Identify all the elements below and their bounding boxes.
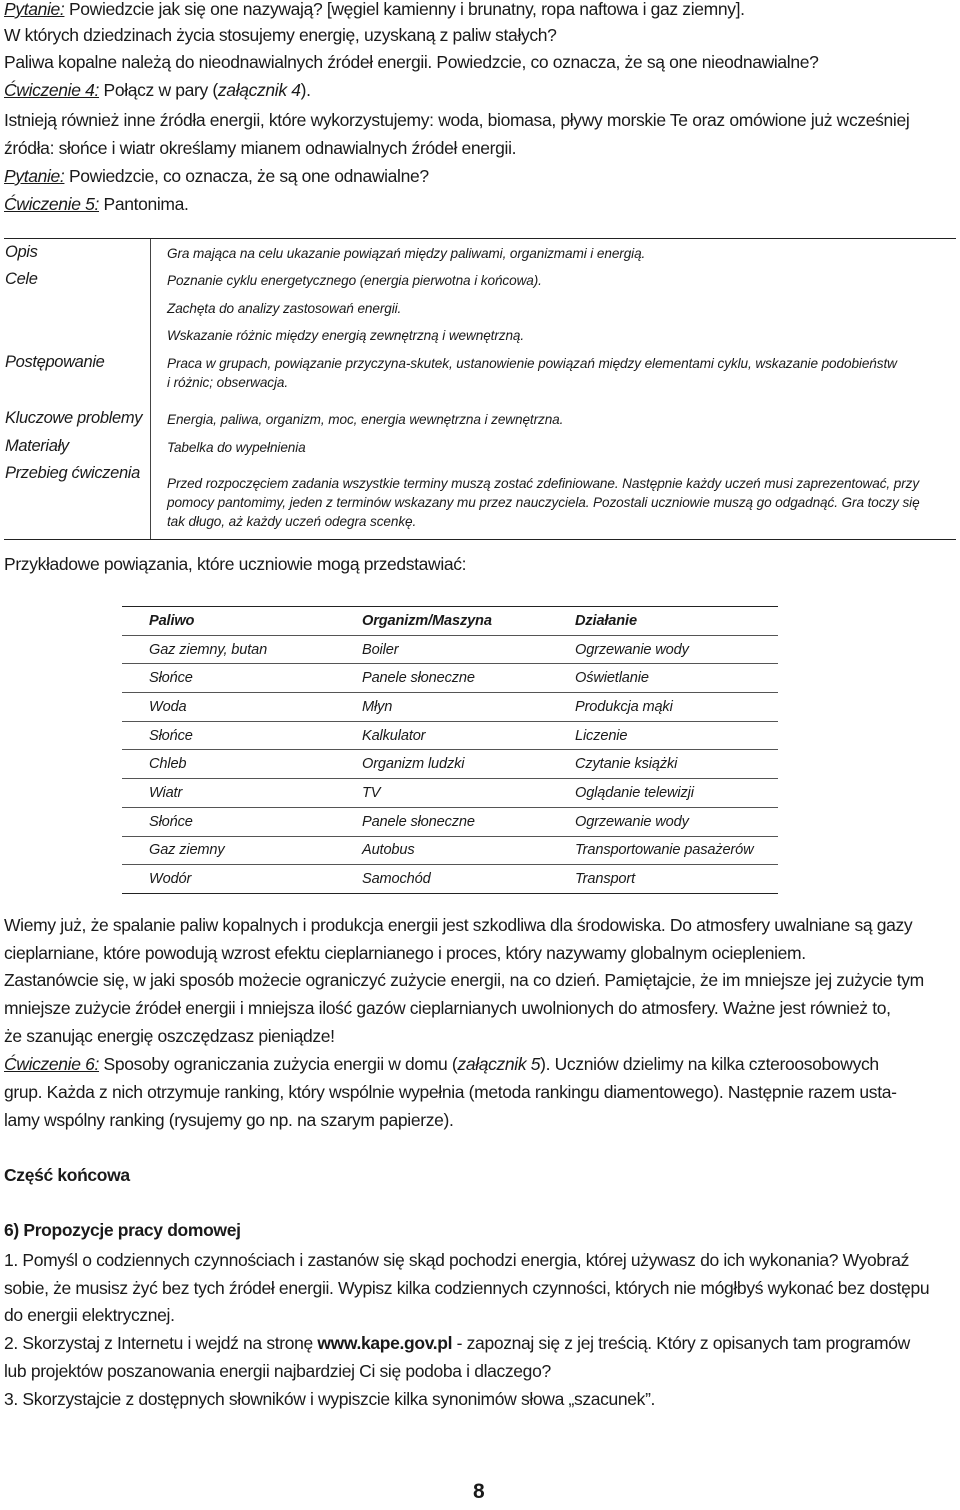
attachment-ref: załącznik 5 xyxy=(457,1054,541,1074)
table-cell: Gaz ziemny, butan xyxy=(122,635,335,664)
question-label: Pytanie: xyxy=(4,166,65,186)
table-cell: Woda xyxy=(122,693,335,722)
homework-item-2 xyxy=(4,1330,910,1357)
table-cell: Kalkulator xyxy=(335,721,548,750)
table-row xyxy=(122,721,778,750)
label-materialy: Materiały xyxy=(5,437,69,455)
table-cell: Ogrzewanie wody xyxy=(548,807,778,836)
intro-question-2 xyxy=(4,163,429,190)
exercise-text: Pantonima. xyxy=(99,194,189,214)
table-row xyxy=(122,836,778,865)
homework-item-1: sobie, że musisz żyć bez tych źródeł energii. Wypisz kilka codziennych czynności, których nie mógłbyś wykonać bez dostępu xyxy=(4,1278,930,1298)
value-cele-2: Zachęta do analizy zastosowań energii. xyxy=(167,301,402,316)
intro-question-1 xyxy=(4,0,745,23)
exercise-label: Ćwiczenie 4: xyxy=(4,80,100,100)
paragraph-line: mniejsze zużycie źródeł energii i mniejsza ilość gazów cieplarnianych uwolnionych do atmosfery. Ważne jest również to, xyxy=(4,998,891,1018)
table-cell: TV xyxy=(335,779,548,808)
table-row xyxy=(122,779,778,808)
value-przebieg-2: pomocy pantomimy, jeden z terminów wskazany mu przez nauczyciela. Pozostali uczniowie muszą go odgadnąć. Gra toczy się xyxy=(167,495,920,510)
value-materialy: Tabelka do wypełnienia xyxy=(167,440,306,455)
table-cell: Czytanie książki xyxy=(548,750,778,779)
paragraph-line: Zastanówcie się, w jaki sposób możecie ograniczyć zużycie energii, na co dzień. Pamiętajcie, że im mniejsze jej zużycie tym xyxy=(4,970,924,990)
table-cell: Ogrzewanie wody xyxy=(548,635,778,664)
column-header: Paliwo xyxy=(122,607,335,636)
column-divider xyxy=(150,239,151,539)
paragraph-line: grup. Każda z nich otrzymuje ranking, który wspólnie wypełnia (metoda rankingu diamentowego). Następnie razem usta- xyxy=(4,1082,897,1102)
value-przebieg-1: Przed rozpoczęciem zadania wszystkie terminy muszą zostać zdefiniowane. Następnie każdy uczeń musi zaprezentować, przy xyxy=(167,476,920,491)
table-cell: Słońce xyxy=(122,664,335,693)
question-text: Powiedzcie jak się one nazywają? [węgiel kamienny i brunatny, ropa naftowa i gaz ziemny]. xyxy=(64,0,745,19)
table-cell: Oglądanie telewizji xyxy=(548,779,778,808)
table-row xyxy=(122,750,778,779)
exercise-label: Ćwiczenie 5: xyxy=(4,194,100,214)
table-cell: Słońce xyxy=(122,721,335,750)
table-cell: Słońce xyxy=(122,807,335,836)
value-cele-1: Poznanie cyklu energetycznego (energia pierwotna i końcowa). xyxy=(167,273,542,288)
intro-line: W których dziedzinach życia stosujemy energię, uzyskaną z paliw stałych? xyxy=(4,25,557,45)
examples-table xyxy=(122,606,778,894)
table-cell: Samochód xyxy=(335,865,548,894)
exercise-4 xyxy=(4,77,311,104)
paragraph-line: że szanując energię oszczędzasz pieniądze! xyxy=(4,1026,335,1046)
label-opis: Opis xyxy=(5,243,38,261)
question-text: Powiedzcie, co oznacza, że są one odnawialne? xyxy=(64,166,429,186)
examples-heading: Przykładowe powiązania, które uczniowie mogą przedstawiać: xyxy=(4,554,467,574)
value-przebieg-3: tak długo, aż każdy uczeń odegra scenkę. xyxy=(167,514,417,529)
homework-item-2: lub projektów poszanowania energii najbardziej Ci się podoba i dlaczego? xyxy=(4,1361,551,1381)
value-kluczowe-problemy: Energia, paliwa, organizm, moc, energia wewnętrzna i zewnętrzna. xyxy=(167,412,564,427)
homework-item-1: do energii elektrycznej. xyxy=(4,1305,175,1325)
exercise-text-end: ). xyxy=(300,80,311,100)
table-cell: Transport xyxy=(548,865,778,894)
exercise-6 xyxy=(4,1051,879,1078)
table-row xyxy=(122,807,778,836)
value-postepowanie-1: Praca w grupach, powiązanie przyczyna-skutek, ustanowienie powiązań między elementami cyklu, wskazanie podobieństw xyxy=(167,356,897,371)
website-link[interactable]: www.kape.gov.pl xyxy=(317,1333,453,1353)
table-cell: Boiler xyxy=(335,635,548,664)
table-row xyxy=(122,635,778,664)
paragraph-line: Wiemy już, że spalanie paliw kopalnych i produkcja energii jest szkodliwa dla środowiska. Do atmosfery uwalniane są gazy xyxy=(4,915,913,935)
table-cell: Oświetlanie xyxy=(548,664,778,693)
table-row xyxy=(122,693,778,722)
homework-item-3: 3. Skorzystajcie z dostępnych słowników i wypiszcie kilka synonimów słowa „szacunek”. xyxy=(4,1389,656,1409)
table-cell: Panele słoneczne xyxy=(335,664,548,693)
table-cell: Autobus xyxy=(335,836,548,865)
exercise-5 xyxy=(4,191,189,218)
table-cell: Chleb xyxy=(122,750,335,779)
label-postepowanie: Postępowanie xyxy=(5,353,105,371)
value-postepowanie-2: i różnic; obserwacja. xyxy=(167,375,289,390)
page-number: 8 xyxy=(473,1480,485,1503)
exercise-label: Ćwiczenie 6: xyxy=(4,1054,100,1074)
homework-item-1: 1. Pomyśl o codziennych czynnościach i zastanów się skąd pochodzi energia, której używasz do ich wykonania? Wyobraź xyxy=(4,1250,910,1270)
table-cell: Liczenie xyxy=(548,721,778,750)
table-header-row xyxy=(122,607,778,636)
table-row xyxy=(122,664,778,693)
intro-line: Paliwa kopalne należą do nieodnawialnych źródeł energii. Powiedzcie, co oznacza, że są one nieodnawialne? xyxy=(4,52,819,72)
table-cell: Organizm ludzki xyxy=(335,750,548,779)
exercise-text: Połącz w pary ( xyxy=(99,80,218,100)
examples-table-body xyxy=(122,635,778,893)
table-cell: Gaz ziemny xyxy=(122,836,335,865)
label-kluczowe-problemy: Kluczowe problemy xyxy=(5,409,143,427)
value-opis: Gra mająca na celu ukazanie powiązań między paliwami, organizmami i energią. xyxy=(167,246,646,261)
exercise-text-end: ). Uczniów dzielimy na kilka czteroosobowych xyxy=(540,1054,879,1074)
value-cele-3: Wskazanie różnic między energią zewnętrzną i wewnętrzną. xyxy=(167,328,525,343)
homework-text: - zapoznaj się z jej treścią. Który z opisanych tam programów xyxy=(452,1333,910,1353)
table-cell: Transportowanie pasażerów xyxy=(548,836,778,865)
paragraph-line: lamy wspólny ranking (rysujemy go np. na szarym papierze). xyxy=(4,1110,454,1130)
table-cell: Panele słoneczne xyxy=(335,807,548,836)
table-cell: Wodór xyxy=(122,865,335,894)
label-cele: Cele xyxy=(5,270,38,288)
table-cell: Młyn xyxy=(335,693,548,722)
column-header: Działanie xyxy=(548,607,778,636)
table-cell: Wiatr xyxy=(122,779,335,808)
paragraph-line: cieplarniane, które powodują wzrost efektu cieplarnianego i proces, który nazywamy globalnym ociepleniem. xyxy=(4,943,806,963)
label-przebieg: Przebieg ćwiczenia xyxy=(5,464,140,482)
table-row xyxy=(122,865,778,894)
question-label: Pytanie: xyxy=(4,0,65,19)
intro-line: Istnieją również inne źródła energii, które wykorzystujemy: woda, biomasa, pływy morskie Te oraz omówione już wcześniej xyxy=(4,110,910,130)
homework-heading: 6) Propozycje pracy domowej xyxy=(4,1220,241,1240)
column-header: Organizm/Maszyna xyxy=(335,607,548,636)
homework-text: 2. Skorzystaj z Internetu i wejdź na stronę xyxy=(4,1333,318,1353)
intro-line: źródła: słońce i wiatr określamy mianem odnawialnych źródeł energii. xyxy=(4,138,517,158)
exercise-text: Sposoby ograniczania zużycia energii w domu ( xyxy=(99,1054,458,1074)
exercise-overview-table xyxy=(4,238,956,540)
attachment-ref: załącznik 4 xyxy=(217,80,301,100)
table-cell: Produkcja mąki xyxy=(548,693,778,722)
section-heading: Część końcowa xyxy=(4,1165,130,1185)
